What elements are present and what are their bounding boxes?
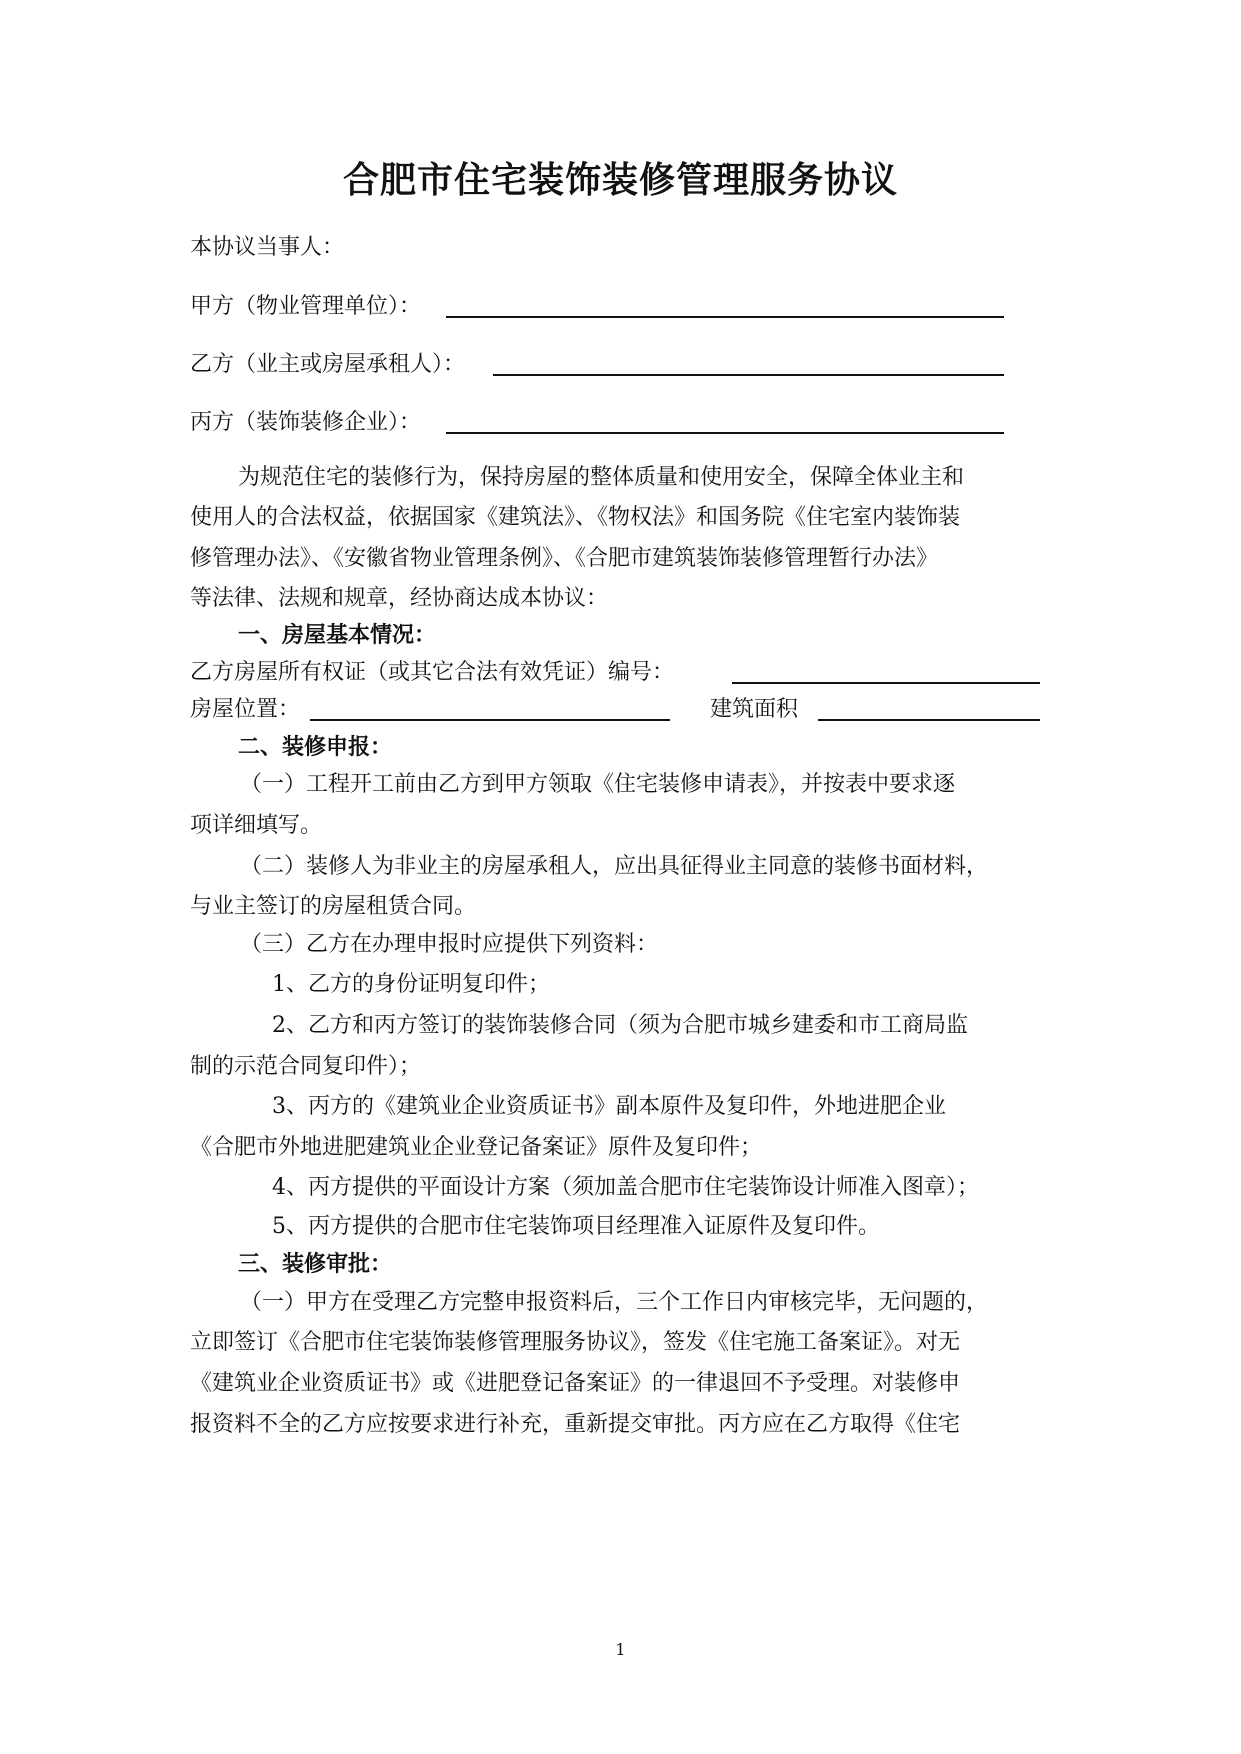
list-item-5: 5、丙方提供的合肥市住宅装饰项目经理准入证原件及复印件。 [272, 1214, 880, 1239]
party-a-blank[interactable] [446, 316, 1004, 318]
cert-number-label: 乙方房屋所有权证（或其它合法有效凭证）编号： [190, 660, 675, 685]
page-number: 1 [615, 1640, 626, 1659]
location-blank[interactable] [310, 719, 670, 721]
list-item-2-cont: 制的示范合同复印件）； [190, 1054, 422, 1079]
document-title: 合肥市住宅装饰装修管理服务协议 [342, 160, 898, 201]
section-1-heading: 一、房屋基本情况： [238, 623, 437, 648]
location-label: 房屋位置： [190, 697, 301, 722]
parties-intro: 本协议当事人： [190, 235, 345, 260]
section-2-heading: 二、装修申报： [238, 735, 393, 760]
list-item-3: 3、丙方的《建筑业企业资质证书》副本原件及复印件，外地进肥企业 [272, 1094, 946, 1119]
section-2-item-1-cont: 项详细填写。 [190, 813, 323, 838]
section-3-item-1-cont: 报资料不全的乙方应按要求进行补充，重新提交审批。丙方应在乙方取得《住宅 [190, 1412, 961, 1437]
preamble-line: 为规范住宅的装修行为，保持房屋的整体质量和使用安全，保障全体业主和 [238, 465, 965, 490]
preamble-line: 等法律、法规和规章，经协商达成本协议： [190, 586, 609, 611]
list-item-1: 1、乙方的身份证明复印件； [272, 972, 550, 997]
party-c-label: 丙方（装饰装修企业）： [190, 410, 422, 435]
list-item-3-cont: 《合肥市外地进肥建筑业企业登记备案证》原件及复印件； [190, 1135, 763, 1160]
preamble-line: 使用人的合法权益，依据国家《建筑法》、《物权法》和国务院《住宅室内装饰装 [190, 505, 961, 530]
area-blank[interactable] [818, 719, 1040, 721]
preamble-line: 修管理办法》、《安徽省物业管理条例》、《合肥市建筑装饰装修管理暂行办法》 [190, 546, 939, 571]
section-3-item-1: （一）甲方在受理乙方完整申报资料后，三个工作日内审核完毕，无问题的， [240, 1290, 989, 1315]
section-3-heading: 三、装修审批： [238, 1252, 393, 1277]
party-b-blank[interactable] [493, 374, 1004, 376]
section-2-item-2: （二）装修人为非业主的房屋承租人，应出具征得业主同意的装修书面材料， [240, 854, 989, 879]
list-item-4: 4、丙方提供的平面设计方案（须加盖合肥市住宅装饰设计师准入图章）； [272, 1175, 979, 1200]
section-2-item-2-cont: 与业主签订的房屋租赁合同。 [190, 894, 477, 919]
list-item-2: 2、乙方和丙方签订的装饰装修合同（须为合肥市城乡建委和市工商局监 [272, 1013, 968, 1038]
section-2-item-1: （一）工程开工前由乙方到甲方领取《住宅装修申请表》，并按表中要求逐 [240, 772, 956, 797]
area-label: 建筑面积 [710, 697, 799, 722]
section-2-item-3: （三）乙方在办理申报时应提供下列资料： [240, 932, 659, 957]
cert-number-blank[interactable] [732, 682, 1040, 684]
party-b-label: 乙方（业主或房屋承租人）： [190, 352, 466, 377]
party-a-label: 甲方（物业管理单位）： [190, 294, 422, 319]
party-c-blank[interactable] [446, 432, 1004, 434]
section-3-item-1-cont: 《建筑业企业资质证书》或《进肥登记备案证》的一律退回不予受理。对装修申 [190, 1371, 961, 1396]
section-3-item-1-cont: 立即签订《合肥市住宅装饰装修管理服务协议》，签发《住宅施工备案证》。对无 [190, 1330, 961, 1355]
